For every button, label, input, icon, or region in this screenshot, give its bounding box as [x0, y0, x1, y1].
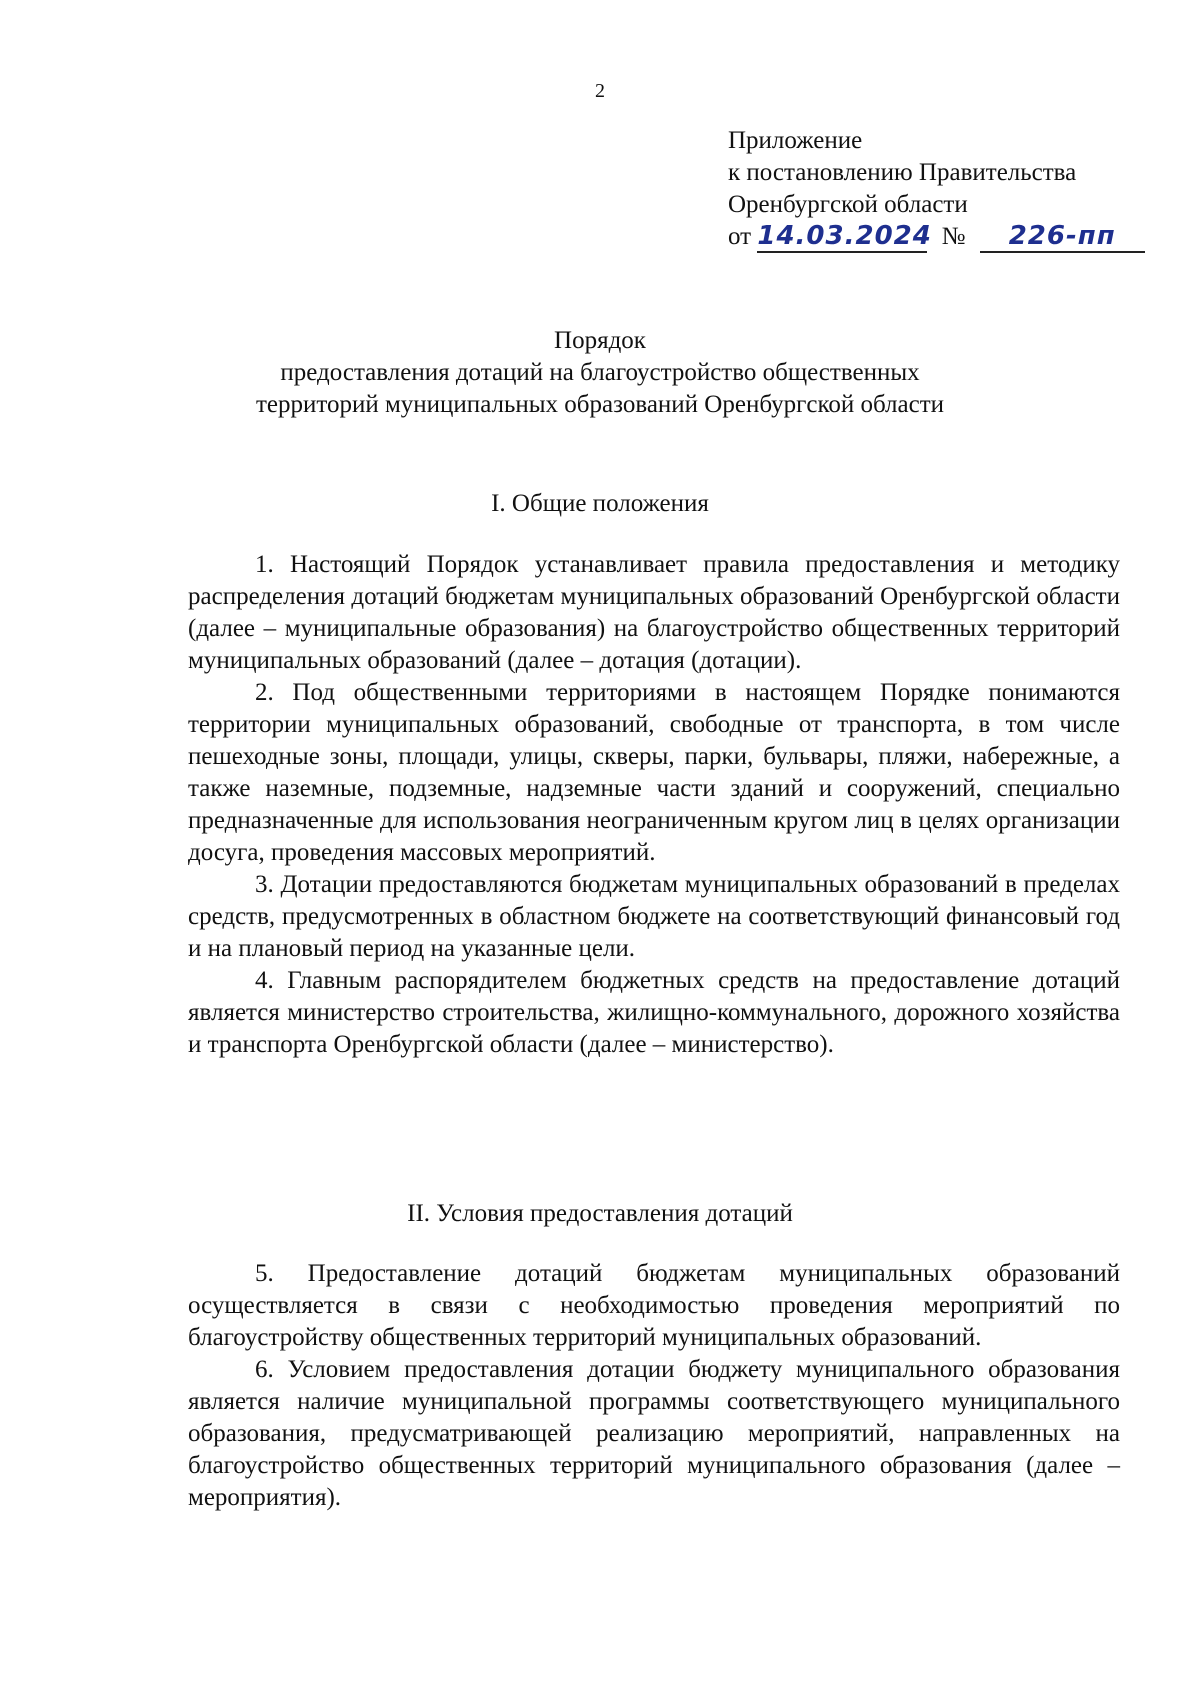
appendix-reference: к постановлению Правительства [728, 159, 1077, 186]
appendix-title: Приложение [728, 127, 863, 154]
handwritten-number: 226-пп [980, 221, 1145, 253]
from-label: от [728, 223, 752, 250]
section-body-conditions [188, 1258, 1120, 1514]
paragraph-5: 5. Предоставление дотаций бюджетам муниципальных образований осуществляется в связи с необходимостью проведения мероприятий по благоустройству общественных территорий муниципальных образований. [188, 1260, 1120, 1351]
document-title: Порядок [554, 327, 646, 354]
document-subtitle-line-1: предоставления дотаций на благоустройство общественных [280, 359, 920, 386]
paragraph-4: 4. Главным распорядителем бюджетных средств на предоставление дотаций является министерство строительства, жилищно-коммунального, дорожного хозяйства и транспорта Оренбургской области (далее – министерство). [188, 967, 1120, 1058]
paragraph-1: 1. Настоящий Порядок устанавливает правила предоставления и методику распределения дотаций бюджетам муниципальных образований Оренбургской области (далее – муниципальные образования) на благоустройство общественных территорий муниципальных образований (далее – дотация (дотации). [188, 551, 1120, 674]
handwritten-date: 14.03.2024 [757, 221, 932, 251]
document-subtitle-line-2: территорий муниципальных образований Оренбургской области [255, 391, 945, 418]
appendix-date-number-line [728, 221, 1145, 257]
page-number: 2 [595, 80, 605, 102]
section-heading-general: I. Общие положения [491, 490, 709, 517]
number-sign: № [941, 223, 966, 250]
appendix-block [728, 125, 1145, 257]
paragraph-3: 3. Дотации предоставляются бюджетам муниципальных образований в пределах средств, предусмотренных в областном бюджете на соответствующий финансовый год и на плановый период на указанные цели. [188, 871, 1120, 962]
paragraph-6: 6. Условием предоставления дотации бюджету муниципального образования является наличие муниципальной программы соответствующего муниципального образования, предусматривающей реализацию мероприятий, направленных на благоустройство общественных территорий муниципального образования (далее – мероприятия). [188, 1356, 1120, 1511]
paragraph-2: 2. Под общественными территориями в настоящем Порядке понимаются территории муниципальных образований, свободные от транспорта, в том числе пешеходные зоны, площади, улицы, скверы, парки, бульвары, пляжи, набережные, а также наземные, подземные, надземные части зданий и сооружений, специально предназначенные для использования неограниченным кругом лиц в целях организации досуга, проведения массовых мероприятий. [188, 679, 1120, 866]
appendix-region: Оренбургской области [728, 191, 968, 218]
section-heading-conditions: II. Условия предоставления дотаций [407, 1200, 793, 1227]
section-body-general [188, 549, 1120, 1061]
